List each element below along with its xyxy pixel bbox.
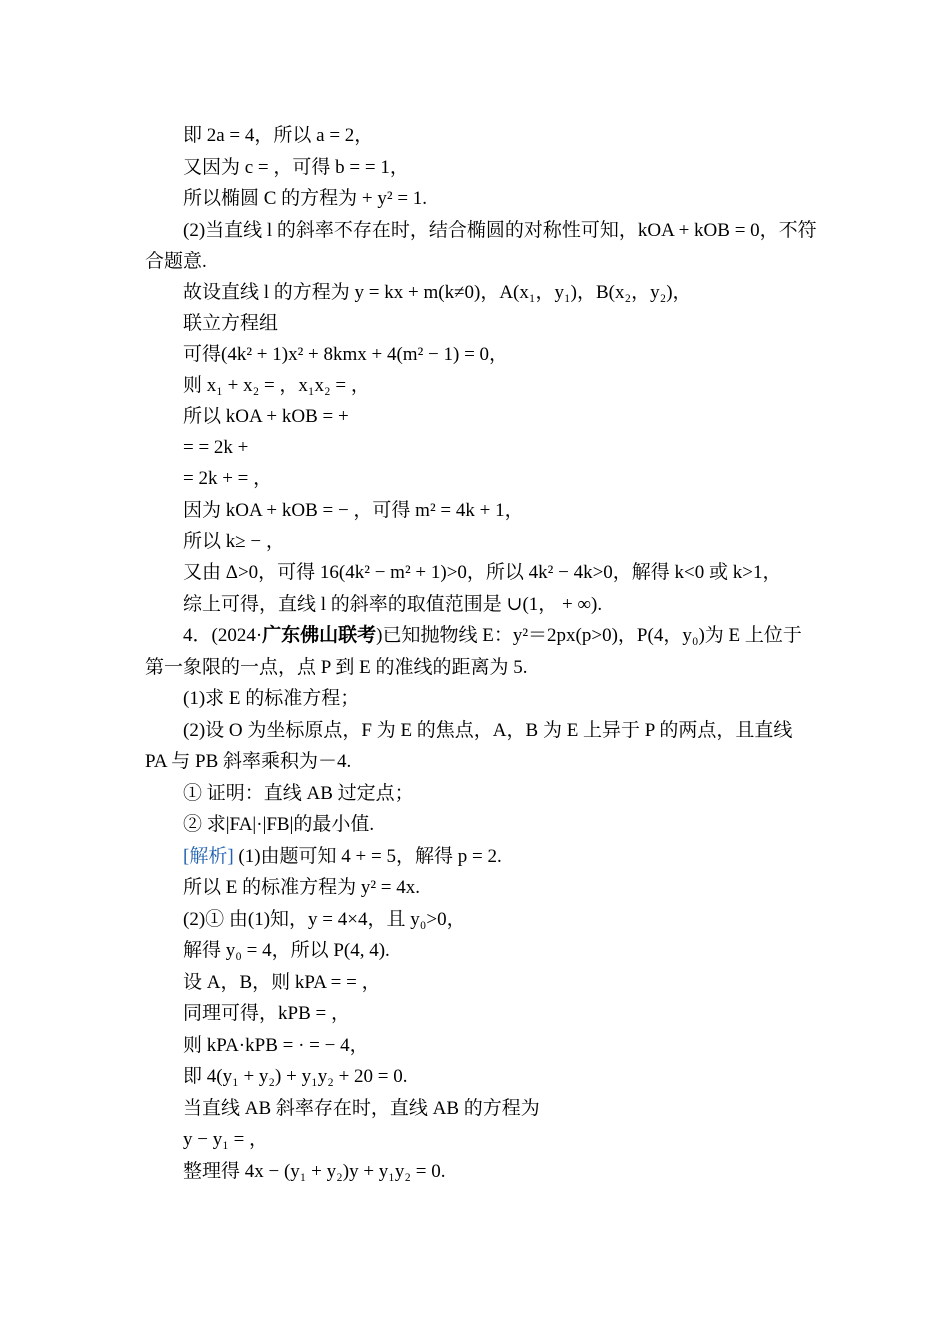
text-line: 当直线 AB 斜率存在时，直线 AB 的方程为: [183, 1098, 540, 1119]
problem-statement: )已知抛物线 E：y²＝2px(p>0)，P(4，y₀)为 E 上位于: [376, 625, 802, 646]
solution-text: (1)由题可知 4 + = 5，解得 p = 2.: [233, 846, 502, 867]
solution-tag: [解析]: [183, 846, 234, 867]
text-line: PA 与 PB 斜率乘积为－4.: [145, 751, 352, 772]
text-line: 综上可得，直线 l 的斜率的取值范围是 ∪(1， + ∞).: [183, 594, 603, 615]
text-line: 联立方程组: [183, 313, 279, 334]
text-line: 所以 kOA + kOB = +: [183, 406, 349, 427]
text-line: 整理得 4x − (y₁ + y₂)y + y₁y₂ = 0.: [183, 1161, 446, 1182]
text-line: 同理可得，kPB = ，: [183, 1003, 350, 1024]
text-line: 第一象限的一点，点 P 到 E 的准线的距离为 5.: [145, 657, 528, 678]
solution-line: [183, 845, 502, 869]
text-line: 即 2a = 4，所以 a = 2，: [183, 125, 374, 146]
text-line: 所以 E 的标准方程为 y² = 4x.: [183, 877, 421, 898]
problem-4-heading: [183, 624, 802, 648]
text-line: 则 x₁ + x₂ = ，x₁x₂ = ，: [183, 375, 370, 396]
text-line: y − y₁ = ，: [183, 1129, 269, 1150]
text-line: (1)求 E 的标准方程；: [183, 688, 360, 709]
text-line: (2)设 O 为坐标原点，F 为 E 的焦点，A，B 为 E 上异于 P 的两点，且直线: [183, 720, 793, 741]
text-line: 则 kPA·kPB = · = − 4，: [183, 1035, 369, 1056]
text-line: 又由 Δ>0，可得 16(4k² − m² + 1)>0，所以 4k² − 4k>0，解得 k<0 或 k>1，: [183, 562, 782, 583]
problem-number: 4．(2024·: [183, 625, 263, 646]
text-line: 即 4(y₁ + y₂) + y₁y₂ + 20 = 0.: [183, 1066, 408, 1087]
text-line: 解得 y₀ = 4，所以 P(4, 4).: [183, 940, 390, 961]
text-line: 合题意.: [145, 251, 207, 272]
text-line: 所以 k≥ − ，: [183, 531, 285, 552]
text-line: 故设直线 l 的方程为 y = kx + m(k≠0)，A(x₁，y₁)，B(x₂，y₂)，: [183, 282, 692, 303]
text-line: 因为 kOA + kOB = − ，可得 m² = 4k + 1，: [183, 500, 524, 521]
text-line: ① 证明：直线 AB 过定点；: [183, 783, 414, 804]
text-line: ② 求|FA|·|FB|的最小值.: [183, 814, 375, 835]
text-line: = = 2k +: [183, 437, 249, 458]
text-line: 可得(4k² + 1)x² + 8kmx + 4(m² − 1) = 0，: [183, 344, 509, 365]
text-line: (2)① 由(1)知，y = 4×4，且 y₀>0，: [183, 909, 466, 930]
text-line: (2)当直线 l 的斜率不存在时，结合椭圆的对称性可知，kOA + kOB = 0，不符: [183, 220, 817, 241]
text-line: 设 A，B，则 kPA = = ，: [183, 972, 381, 993]
problem-source: 广东佛山联考: [262, 625, 377, 646]
text-line: 所以椭圆 C 的方程为 + y² = 1.: [183, 188, 428, 209]
text-line: 又因为 c = ，可得 b = = 1，: [183, 157, 409, 178]
text-line: = 2k + = ，: [183, 468, 273, 489]
